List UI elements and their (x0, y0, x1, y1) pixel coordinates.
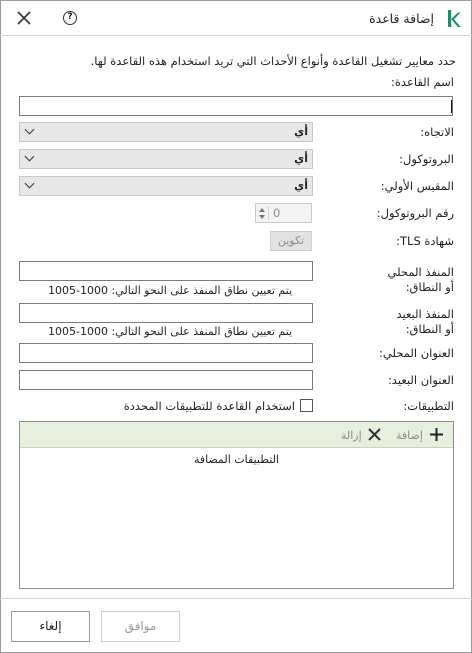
chevron-down-icon (25, 152, 35, 162)
protocol-number-value: 0 (273, 206, 281, 220)
stepper-up-icon (259, 208, 265, 212)
dialog-description: حدد معايير تشغيل القاعدة وأنواع الأحداث التي تريد استخدام هذه القاعدة لها. (90, 54, 456, 68)
local-port-label-range: أو النطاق: (405, 280, 454, 294)
protocol-number-stepper (255, 203, 312, 223)
protocol-number-label: رقم البروتوكول: (376, 206, 454, 220)
dialog-footer (0, 598, 472, 653)
rule-name-input[interactable] (19, 96, 453, 116)
close-icon[interactable] (16, 10, 32, 26)
initial-socket-select[interactable] (19, 176, 313, 196)
remote-port-input[interactable] (19, 303, 313, 323)
dialog-title: إضافة قاعدة (369, 11, 434, 26)
remote-address-input[interactable] (19, 370, 313, 390)
chevron-down-icon (25, 179, 35, 189)
kaspersky-logo-icon (447, 10, 461, 27)
stepper-divider (268, 206, 269, 220)
remote-port-hint: يتم تعيين نطاق المنفذ على النحو التالي: 1000-1005 (48, 325, 293, 338)
local-address-input[interactable] (19, 343, 313, 363)
ok-button: موافق (101, 611, 180, 642)
direction-select[interactable] (19, 122, 313, 142)
add-icon[interactable] (429, 427, 444, 442)
applications-table (19, 421, 454, 589)
protocol-value: أي (294, 152, 308, 165)
remove-icon (368, 428, 381, 441)
remote-port-label: المنفذ البعيد (396, 307, 454, 321)
applications-toolbar (20, 422, 453, 448)
use-for-apps-label: استخدام القاعدة للتطبيقات المحددة (123, 399, 295, 413)
remote-port-label-range: أو النطاق: (405, 322, 454, 336)
tls-certificate-label: شهادة TLS: (396, 234, 454, 248)
local-port-input[interactable] (19, 261, 313, 281)
protocol-label: البروتوكول: (399, 152, 454, 166)
direction-value: أي (294, 125, 308, 138)
cancel-button[interactable]: إلغاء (11, 611, 90, 642)
remote-address-label: العنوان البعيد: (387, 373, 454, 387)
tls-configure-button: تكوين (270, 231, 312, 251)
dialog-header (0, 0, 472, 36)
local-port-hint: يتم تعيين نطاق المنفذ على النحو التالي: 1000-1005 (48, 284, 293, 297)
chevron-down-icon (25, 125, 35, 135)
local-port-label: المنفذ المحلي (387, 265, 454, 279)
help-icon[interactable]: ? (63, 11, 77, 25)
direction-label: الاتجاه: (420, 125, 454, 139)
text-caret (451, 100, 452, 113)
use-for-apps-checkbox[interactable] (300, 399, 313, 412)
applications-column-header: التطبيقات المضافة (194, 453, 279, 466)
initial-socket-value: أي (294, 179, 308, 192)
rule-name-label: اسم القاعدة: (391, 75, 454, 89)
local-address-label: العنوان المحلي: (379, 346, 454, 360)
initial-socket-label: المقبس الأولي: (380, 179, 454, 193)
stepper-down-icon (259, 215, 265, 219)
add-button-label[interactable]: إضافة (396, 429, 423, 442)
protocol-select[interactable] (19, 149, 313, 169)
remove-button-label: إزالة (341, 429, 362, 442)
applications-label: التطبيقات: (403, 399, 454, 413)
